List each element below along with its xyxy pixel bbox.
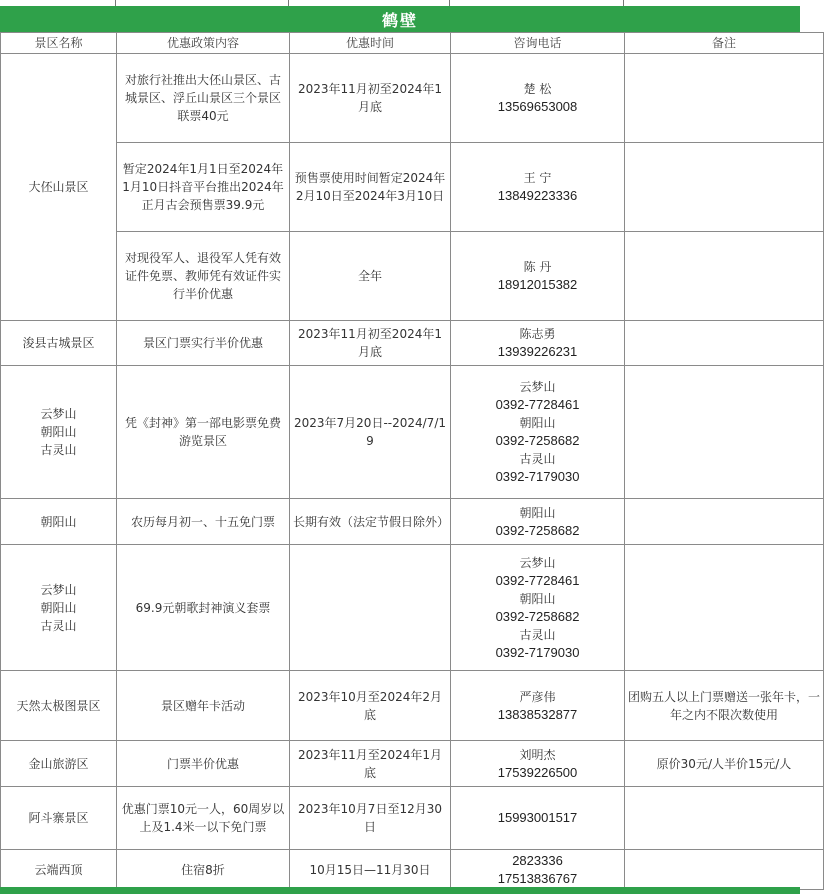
contact-phone: 0392-7258682: [495, 433, 580, 448]
scenic-name-cell: 浚县古城景区: [1, 321, 117, 366]
time-cell: 10月15日—11月30日: [290, 850, 451, 890]
contact-name: 严彦伟: [519, 689, 556, 704]
contact-cell: [451, 499, 625, 545]
contact-phone: 0392-7258682: [495, 608, 580, 624]
policy-cell: 门票半价优惠: [117, 741, 290, 787]
header-policy: 优惠政策内容: [117, 33, 290, 54]
time-cell: 全年: [290, 232, 451, 321]
scenic-name-line: 朝阳山: [40, 425, 77, 439]
time-cell: 2023年7月20日--2024/7/19: [290, 366, 451, 499]
scenic-name-line: 云梦山: [40, 407, 77, 421]
remark-cell: [625, 850, 824, 890]
contact-phone: 15993001517: [497, 810, 578, 825]
scenic-name-cell: 金山旅游区: [1, 741, 117, 787]
contact-cell: [451, 850, 625, 890]
table-row: [1, 54, 824, 143]
contact-cell: [451, 787, 625, 850]
time-cell: 长期有效（法定节假日除外）: [290, 499, 451, 545]
policy-cell: 对现役军人、退役军人凭有效证件免票、教师凭有效证件实行半价优惠: [117, 232, 290, 321]
remark-cell: [625, 321, 824, 366]
contact-name: 刘明杰: [519, 747, 556, 762]
time-cell: 2023年11月至2024年1月底: [290, 741, 451, 787]
contact-name: 古灵山: [519, 627, 556, 642]
remark-cell: [625, 54, 824, 143]
scenic-name-cell: [1, 366, 117, 499]
contact-name: 陈 丹: [523, 260, 552, 274]
remark-cell: [625, 545, 824, 671]
policy-cell: 69.9元朝歌封神演义套票: [117, 545, 290, 671]
table-row: [1, 850, 824, 890]
table-row: [1, 671, 824, 741]
contact-name: 王 宁: [523, 171, 552, 185]
scenic-name-cell: 阿斗寨景区: [1, 787, 117, 850]
remark-cell: 团购五人以上门票赠送一张年卡，一年之内不限次数使用: [625, 671, 824, 741]
policy-cell: 对旅行社推出大伾山景区、古城景区、浮丘山景区三个景区联票40元: [117, 54, 290, 143]
policy-cell: 凭《封神》第一部电影票免费游览景区: [117, 366, 290, 499]
scenic-name-line: 古灵山: [40, 443, 77, 457]
contact-phone: 17539226500: [497, 764, 578, 780]
policy-cell: 优惠门票10元一人，60周岁以上及1.4米一以下免门票: [117, 787, 290, 850]
contact-cell: [451, 54, 625, 143]
contact-phone: 17513836767: [497, 870, 578, 886]
time-cell: 预售票使用时间暂定2024年2月10日至2024年3月10日: [290, 143, 451, 232]
contact-name: 朝阳山: [519, 505, 556, 520]
contact-cell: [451, 545, 625, 671]
policy-cell: 暂定2024年1月1日至2024年1月10日抖音平台推出2024年正月古会预售票39.9元: [117, 143, 290, 232]
scenic-name-line: 古灵山: [40, 618, 77, 633]
remark-cell: [625, 232, 824, 321]
contact-phone: 0392-7728461: [495, 397, 580, 412]
scenic-name-cell: [1, 545, 117, 671]
contact-name: 云梦山: [519, 380, 556, 394]
table-header-row: [1, 33, 824, 54]
contact-name: 陈志勇: [519, 327, 556, 341]
scenic-name-cell: 大伾山景区: [1, 54, 117, 321]
contact-phone: 13939226231: [497, 344, 578, 359]
contact-phone: 0392-7258682: [495, 522, 580, 538]
contact-phone: 2823336: [512, 852, 563, 868]
remark-cell: [625, 366, 824, 499]
contact-cell: [451, 232, 625, 321]
contact-name: 朝阳山: [519, 591, 556, 606]
scenic-name-line: 云梦山: [40, 582, 77, 597]
table-row: [1, 545, 824, 671]
table-row: [1, 366, 824, 499]
remark-cell: 原价30元/人半价15元/人: [625, 741, 824, 787]
table-row: [1, 499, 824, 545]
table-row: [1, 143, 824, 232]
time-cell: 2023年10月7日至12月30日: [290, 787, 451, 850]
header-remark: 备注: [625, 33, 824, 54]
time-cell: [290, 545, 451, 671]
table-row: [1, 741, 824, 787]
scenic-name-cell: 云端西顶: [1, 850, 117, 890]
header-time: 优惠时间: [290, 33, 451, 54]
table-row: [1, 232, 824, 321]
time-cell: 2023年11月初至2024年1月底: [290, 321, 451, 366]
contact-cell: [451, 366, 625, 499]
scenic-name-cell: 天然太极图景区: [1, 671, 117, 741]
contact-phone: 13569653008: [497, 99, 578, 114]
contact-name: 云梦山: [519, 555, 556, 570]
contact-name: 朝阳山: [519, 416, 556, 430]
contact-cell: [451, 321, 625, 366]
remark-cell: [625, 143, 824, 232]
contact-phone: 0392-7179030: [495, 644, 580, 660]
header-contact: 咨询电话: [451, 33, 625, 54]
scenic-name-line: 朝阳山: [40, 600, 77, 615]
policy-cell: 景区赠年卡活动: [117, 671, 290, 741]
policy-cell: 农历每月初一、十五免门票: [117, 499, 290, 545]
header-scenic-name: 景区名称: [1, 33, 117, 54]
contact-phone: 18912015382: [497, 277, 578, 292]
contact-name: 古灵山: [519, 452, 556, 466]
contact-cell: [451, 143, 625, 232]
contact-phone: 0392-7728461: [495, 572, 580, 588]
remark-cell: [625, 499, 824, 545]
table-row: [1, 787, 824, 850]
contact-phone: 13838532877: [497, 706, 578, 722]
contact-phone: 0392-7179030: [495, 469, 580, 484]
policy-cell: 住宿8折: [117, 850, 290, 890]
policy-cell: 景区门票实行半价优惠: [117, 321, 290, 366]
table-row: [1, 321, 824, 366]
time-cell: 2023年10月至2024年2月底: [290, 671, 451, 741]
bottom-green-band: [0, 887, 800, 894]
remark-cell: [625, 787, 824, 850]
discount-table: [0, 32, 824, 890]
contact-phone: 13849223336: [497, 188, 578, 203]
contact-cell: [451, 741, 625, 787]
scenic-name-cell: 朝阳山: [1, 499, 117, 545]
contact-cell: [451, 671, 625, 741]
time-cell: 2023年11月初至2024年1月底: [290, 54, 451, 143]
contact-name: 楚 松: [523, 82, 552, 96]
region-title: 鹤壁: [0, 6, 800, 32]
